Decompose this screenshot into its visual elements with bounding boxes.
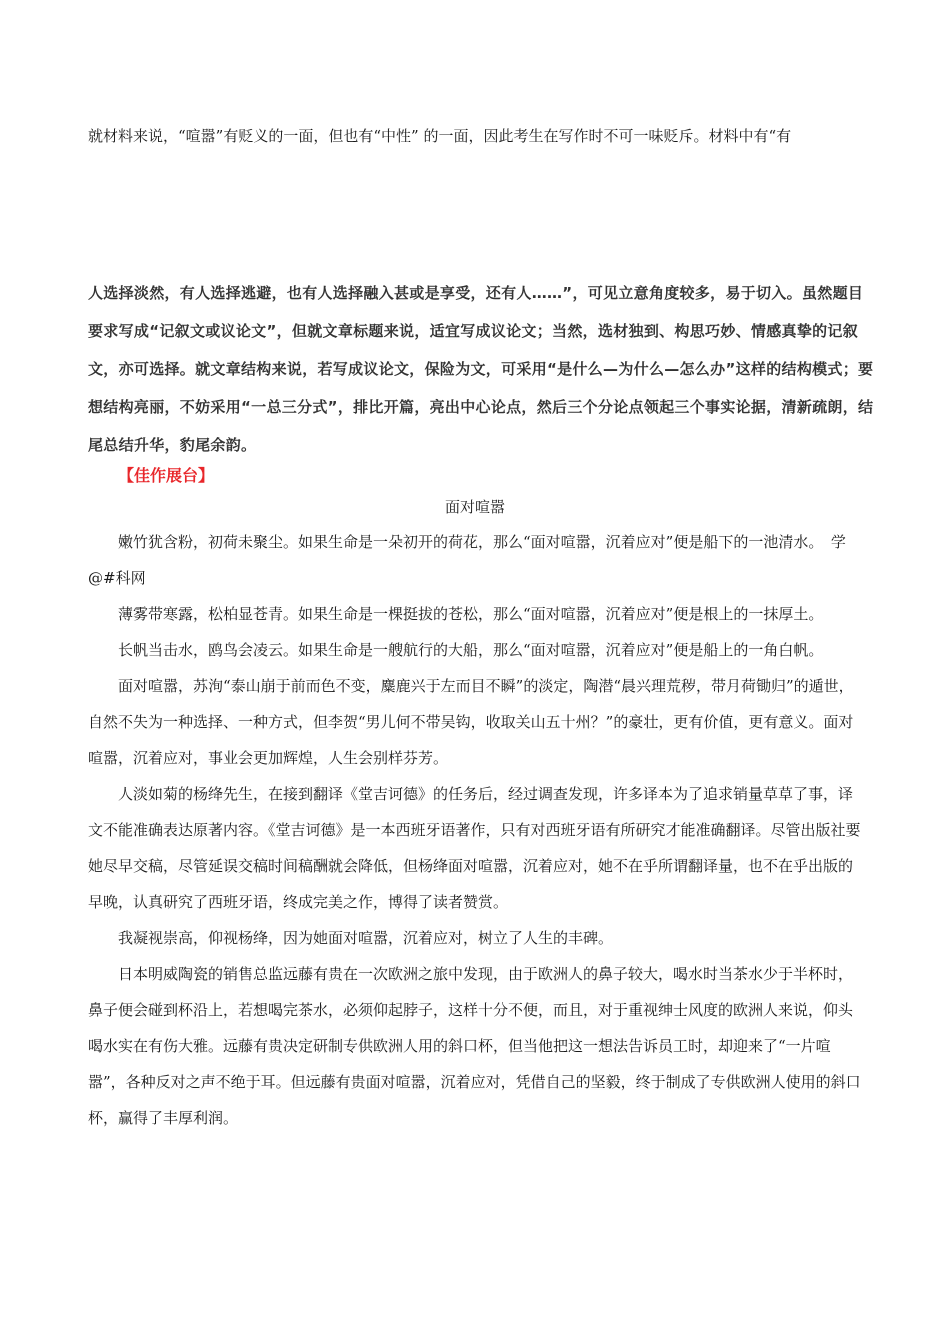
analysis-paragraph: 人选择淡然，有人选择逃避，也有人选择融入甚或是享受，还有人……”，可见立意角度较多，易于切入。虽然题目要求写成“记叙文或议论文”，但就文章标题来说，适宜写成议论文；当然，选材独到、构思巧妙、情感真挚的记叙文，亦可选择。就文章结构来说，若写成议论文，保险为文，可采用“是什么—为什么—怎么办”这样的结构模式；要想结构亮丽，不妨采用“一总三分式”，排比开篇，亮出中心论点，然后三个分论点领起三个事实论据，清新疏朗，结尾总结升华，豹尾余韵。 — [88, 284, 874, 454]
intro-paragraph: 就材料来说，“喧嚣”有贬义的一面，但也有“中性” 的一面，因此考生在写作时不可一味贬斥。材料中有“有 — [88, 127, 792, 145]
essay-paragraph: 嫩竹犹含粉，初荷未聚尘。如果生命是一朵初开的荷花，那么“面对喧嚣，沉着应对”便是船下的一池清水。 学@#科网 — [88, 533, 846, 587]
essay-body — [88, 524, 864, 1136]
essay-paragraph: 面对喧嚣，苏洵“泰山崩于前而色不变，麋鹿兴于左而目不瞬”的淡定，陶潜“晨兴理荒秽，带月荷锄归”的遁世，自然不失为一种选择、一种方式，但李贺“男儿何不带吴钩，收取关山五十州？”的豪壮，更有价值，更有意义。面对喧嚣，沉着应对，事业会更加辉煌，人生会别样芬芳。 — [88, 677, 854, 767]
essay-paragraph: 日本明威陶瓷的销售总监远藤有贵在一次欧洲之旅中发现，由于欧洲人的鼻子较大，喝水时当茶水少于半杯时，鼻子便会碰到杯沿上，若想喝完茶水，必须仰起脖子，这样十分不便，而且，对于重视绅士风度的欧洲人来说，仰头喝水实在有伤大雅。远藤有贵决定研制专供欧洲人用的斜口杯，但当他把这一想法告诉员工时，却迎来了“一片喧嚣”，各种反对之声不绝于耳。但远藤有贵面对喧嚣，沉着应对，凭借自己的坚毅，终于制成了专供欧洲人使用的斜口杯，赢得了丰厚利润。 — [88, 965, 861, 1127]
essay-paragraph: 薄雾带寒露，松柏显苍青。如果生命是一棵挺拔的苍松，那么“面对喧嚣，沉着应对”便是根上的一抹厚土。 — [118, 605, 824, 623]
essay-paragraph: 人淡如菊的杨绛先生，在接到翻译《堂吉诃德》的任务后，经过调查发现，许多译本为了追求销量草草了事，译文不能准确表达原著内容。《堂吉诃德》是一本西班牙语著作，只有对西班牙语有所研究才能准确翻译。尽管出版社要她尽早交稿，尽管延误交稿时间稿酬就会降低，但杨绛面对喧嚣，沉着应对，她不在乎所谓翻译量，也不在乎出版的早晚，认真研究了西班牙语，终成完美之作，博得了读者赞赏。 — [88, 785, 861, 911]
essay-paragraph: 长帆当击水，鸥鸟会凌云。如果生命是一艘航行的大船，那么“面对喧嚣，沉着应对”便是船上的一角白帆。 — [118, 641, 824, 659]
section-heading: 【佳作展台】 — [118, 466, 215, 485]
essay-title: 面对喧嚣 — [444, 498, 505, 516]
essay-paragraph: 我凝视崇高，仰视杨绛，因为她面对喧嚣，沉着应对，树立了人生的丰碑。 — [118, 929, 614, 947]
